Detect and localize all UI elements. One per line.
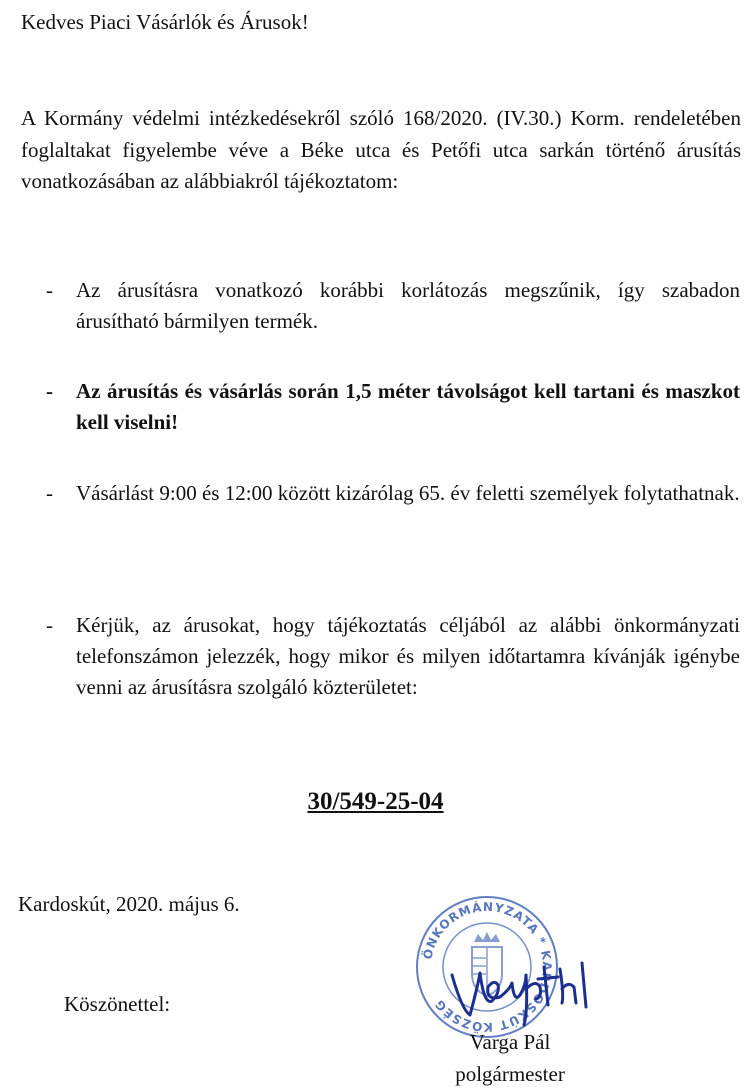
intro-paragraph: A Kormány védelmi intézkedésekről szóló 168/2020. (IV.30.) Korm. rendeletében foglaltakat figyelembe véve a Béke utca és Petőfi utca sarkán történő árusítás vonatkozásában az alábbiakról tájékoztatom: <box>21 106 741 193</box>
bullet-text: Kérjük, az árusokat, hogy tájékoztatás céljából az alábbi önkormányzati telefonszámon jelezzék, hogy mikor és milyen időtartamra kívánják igénybe venni az árusításra szolgáló közterületet: <box>76 613 740 699</box>
closing-text: Köszönettel: <box>64 992 171 1016</box>
salutation: Kedves Piaci Vásárlók és Árusok! <box>21 10 309 34</box>
bullet-marker: - <box>46 613 53 637</box>
bullet-text: Az árusításra vonatkozó korábbi korlátozás megszűnik, így szabadon árusítható bármilyen termék. <box>76 278 740 333</box>
signer-block <box>410 1028 610 1088</box>
bullet-marker: - <box>46 481 53 505</box>
signer-name: Varga Pál <box>469 1030 551 1054</box>
bullet-text: Az árusítás és vásárlás során 1,5 méter távolságot kell tartani és maszkot kell viselni! <box>76 379 740 434</box>
place-date: Kardoskút, 2020. május 6. <box>18 892 240 916</box>
bullet-marker: - <box>46 278 53 302</box>
bullet-text: Vásárlást 9:00 és 12:00 között kizárólag 65. év feletti személyek folytathatnak. <box>76 481 740 505</box>
bullet-marker: - <box>46 379 53 403</box>
phone-number: 30/549-25-04 <box>307 788 444 815</box>
handwritten-signature <box>440 955 600 1035</box>
signer-title: polgármester <box>455 1062 565 1086</box>
stamp-text: ÖNKORMÁNYZATA * KARDOSKÚT KÖZSÉG <box>420 899 555 1035</box>
